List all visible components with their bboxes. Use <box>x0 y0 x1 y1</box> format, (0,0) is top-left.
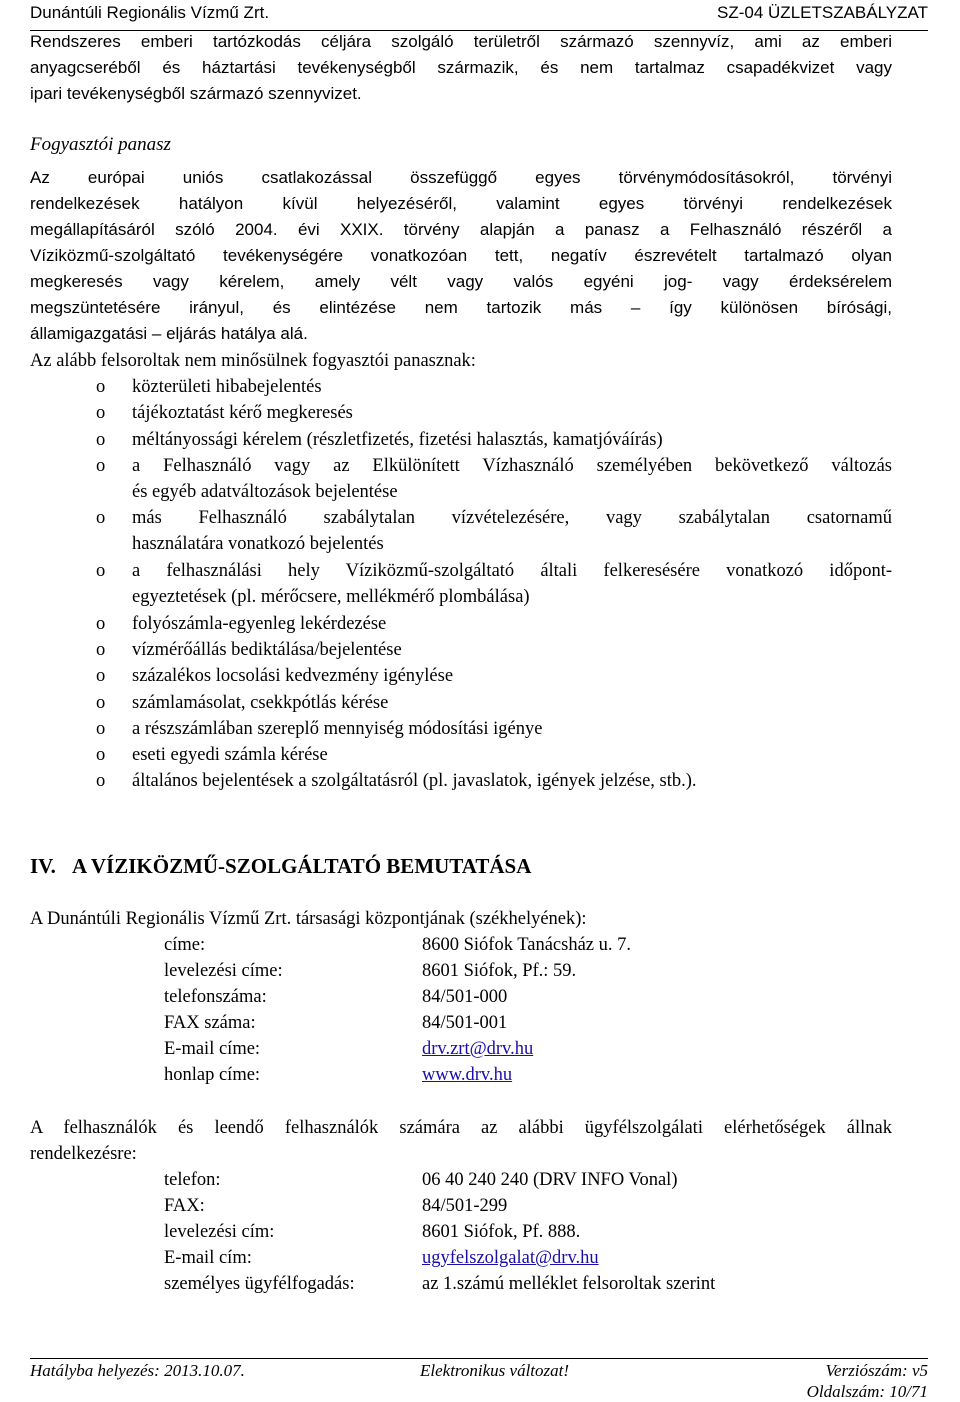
list-bullet: o <box>96 639 106 660</box>
header-doc-id: SZ-04 ÜZLETSZABÁLYZAT <box>717 3 928 22</box>
text-line: és egyéb adatváltozások bejelentése <box>132 481 398 502</box>
hq-label: levelezési címe: <box>164 961 283 981</box>
list-item <box>0 611 960 637</box>
hq-label: telefonszáma: <box>164 987 267 1007</box>
page-footer <box>30 1358 928 1401</box>
list-bullet: o <box>96 613 106 634</box>
text-line: anyagcseréből és háztartási tevékenységből származik, és nem tartalmaz csapadékvizet vagy <box>30 58 892 77</box>
text-line: százalékos locsolási kedvezmény igénylése <box>132 666 454 687</box>
list-item-text <box>132 742 892 768</box>
text-line: ipari tevékenységből származó szennyvizet. <box>30 84 362 103</box>
text-line: rendelkezésre: <box>30 1144 137 1164</box>
footer-effective-date: Hatályba helyezés: 2013.10.07. <box>30 1361 245 1380</box>
hq-email-link[interactable]: drv.zrt@drv.hu <box>422 1039 534 1059</box>
hq-label: címe: <box>164 935 206 955</box>
text-line: eseti egyedi számla kérése <box>132 745 328 766</box>
text-line: közterületi hibabejelentés <box>132 377 322 397</box>
footer-version: Verziószám: v5 <box>825 1361 928 1380</box>
list-item <box>0 663 960 689</box>
list-item-text <box>132 716 892 742</box>
list-item <box>0 505 960 558</box>
text-line: Víziközmű-szolgáltató tevékenységére vonatkozóan tett, negatív észrevételt tartalmazó olyan <box>30 246 892 265</box>
text-line: vízmérőállás bediktálása/bejelentése <box>132 639 402 660</box>
list-item-text <box>132 374 892 400</box>
text-line: folyószámla-egyenleg lekérdezése <box>132 613 387 634</box>
cs-label: telefon: <box>164 1170 221 1190</box>
text-line: rendelkezések hatályon kívül helyezéséről, valamint egyes törvényi rendelkezések <box>30 194 892 213</box>
list-item-text <box>132 427 892 453</box>
cs-label: FAX: <box>164 1196 205 1216</box>
cs-label: személyes ügyfélfogadás: <box>164 1274 355 1294</box>
hq-value: 84/501-001 <box>422 1013 508 1033</box>
text-line: megkeresés vagy kérelem, amely vélt vagy valós egyéni jog- vagy érdeksérelem <box>30 272 892 291</box>
cs-value: az 1.számú melléklet felsoroltak szerint <box>422 1274 716 1294</box>
list-item <box>0 453 960 506</box>
text-line: használatára vonatkozó bejelentés <box>132 534 384 555</box>
list-item-text <box>132 690 892 716</box>
list-item-text <box>132 637 892 663</box>
cs-email-link[interactable]: ugyfelszolgalat@drv.hu <box>422 1248 599 1268</box>
hq-label: honlap címe: <box>164 1065 261 1085</box>
section-number: IV. <box>30 854 56 878</box>
cs-label: E-mail cím: <box>164 1248 252 1268</box>
intro-paragraph <box>30 29 892 107</box>
hq-website-link[interactable]: www.drv.hu <box>422 1065 513 1085</box>
cs-label: levelezési cím: <box>164 1222 275 1242</box>
list-item <box>0 400 960 426</box>
hq-value: 84/501-000 <box>422 987 508 1007</box>
text-line: a felhasználási hely Víziközmű-szolgáltató általi felkeresésére vonatkozó időpont- <box>132 561 892 582</box>
list-item <box>0 637 960 663</box>
subheading-complaint: Fogyasztói panasz <box>30 134 171 155</box>
cs-value: 06 40 240 240 (DRV INFO Vonal) <box>422 1170 678 1190</box>
hq-value: 8601 Siófok, Pf.: 59. <box>422 961 577 981</box>
text-line: megállapításáról szóló 2004. évi XXIX. törvény alapján a panasz a Felhasználó részéről a <box>30 220 892 239</box>
list-item <box>0 716 960 742</box>
hq-label: E-mail címe: <box>164 1039 261 1059</box>
list-item-text <box>132 663 892 689</box>
text-line: méltányossági kérelem (részletfizetés, fizetési halasztás, kamatjóváírás) <box>132 429 663 450</box>
hq-value: 8600 Siófok Tanácsház u. 7. <box>422 935 632 955</box>
text-line: más Felhasználó szabálytalan vízvételezésére, vagy szabálytalan csatornamű <box>132 508 892 529</box>
header-company: Dunántúli Regionális Vízmű Zrt. <box>30 3 270 22</box>
complaint-paragraph <box>30 165 892 347</box>
list-item <box>0 558 960 611</box>
list-bullet: o <box>96 429 106 450</box>
list-intro: Az alább felsoroltak nem minősülnek fogyasztói panasznak: <box>30 351 476 371</box>
list-item <box>0 427 960 453</box>
list-bullet: o <box>96 771 106 792</box>
text-line: a részszámlában szereplő mennyiség módosítási igénye <box>132 718 543 739</box>
list-bullet: o <box>96 377 106 397</box>
list-item-text <box>132 453 892 505</box>
text-line: Rendszeres emberi tartózkodás céljára szolgáló területről származó szennyvíz, ami az emberi <box>30 32 892 51</box>
list-bullet: o <box>96 692 106 713</box>
list-item <box>0 768 960 794</box>
list-item-text <box>132 505 892 557</box>
footer-electronic-note: Elektronikus változat! <box>420 1361 570 1380</box>
section-title: A VÍZIKÖZMŰ-SZOLGÁLTATÓ BEMUTATÁSA <box>72 854 532 878</box>
footer-page-number: Oldalszám: 10/71 <box>806 1382 928 1401</box>
cs-value: 8601 Siófok, Pf. 888. <box>422 1222 581 1242</box>
list-item <box>0 374 960 400</box>
list-item-text <box>132 611 892 637</box>
list-bullet: o <box>96 561 106 582</box>
list-item-text <box>132 768 892 794</box>
text-line: általános bejelentések a szolgáltatásról (pl. javaslatok, igények jelzése, stb.). <box>132 771 697 792</box>
list-bullet: o <box>96 745 106 766</box>
list-bullet: o <box>96 718 106 739</box>
page-header <box>30 0 928 31</box>
hq-intro: A Dunántúli Regionális Vízmű Zrt. társasági központjának (székhelyének): <box>30 909 587 929</box>
cs-value: 84/501-299 <box>422 1196 508 1216</box>
text-line: Az európai uniós csatlakozással összefüggő egyes törvénymódosításokról, törvényi <box>30 168 892 187</box>
hq-label: FAX száma: <box>164 1013 256 1033</box>
cs-intro <box>30 1115 892 1167</box>
list-bullet: o <box>96 403 106 424</box>
list-bullet: o <box>96 455 106 476</box>
list-item-text <box>132 558 892 610</box>
text-line: megszüntetésére irányul, és elintézése nem tartozik más – így különösen bírósági, <box>30 298 892 317</box>
list-item-text <box>132 400 892 426</box>
text-line: egyeztetések (pl. mérőcsere, mellékmérő plombálása) <box>132 587 530 608</box>
list-item <box>0 742 960 768</box>
list-bullet: o <box>96 666 106 687</box>
text-line: A felhasználók és leendő felhasználók számára az alábbi ügyfélszolgálati elérhetőségek állnak <box>30 1118 892 1138</box>
text-line: tájékoztatást kérő megkeresés <box>132 403 353 424</box>
list-bullet: o <box>96 508 106 529</box>
text-line: államigazgatási – eljárás hatálya alá. <box>30 324 308 343</box>
exclusion-list <box>0 374 960 795</box>
text-line: a Felhasználó vagy az Elkülönített Vízhasználó személyében bekövetkező változás <box>132 455 892 476</box>
list-item <box>0 690 960 716</box>
text-line: számlamásolat, csekkpótlás kérése <box>132 692 389 713</box>
